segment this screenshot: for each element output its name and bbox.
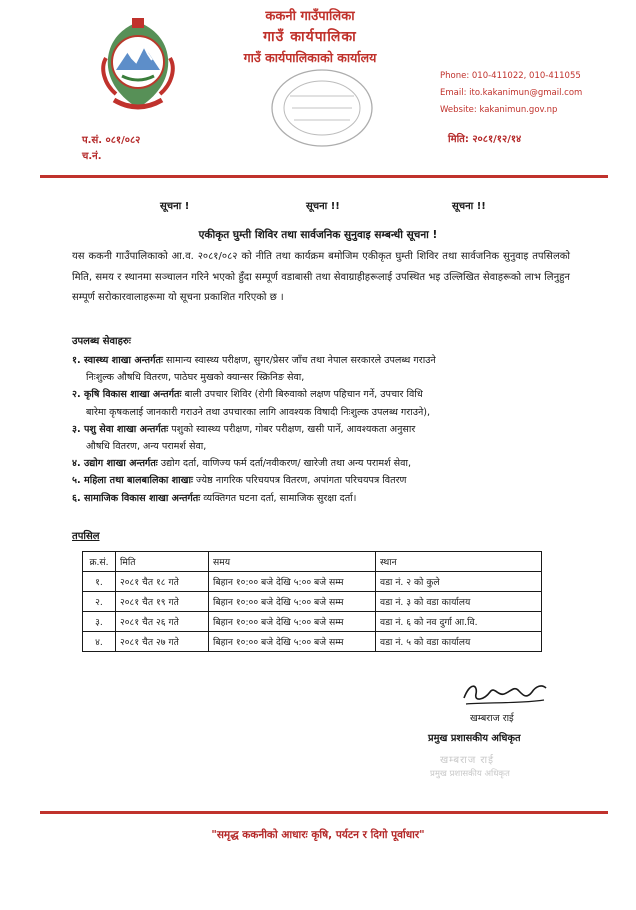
schedule-heading: तपसिल [72, 531, 100, 542]
service-item [72, 421, 572, 455]
handwritten-signature-icon [456, 676, 556, 710]
table-cell: बिहान १०:०० बजे देखि ५:०० बजे सम्म [209, 632, 376, 652]
service-title: ३. पशु सेवा शाखा अन्तर्गतः [72, 423, 169, 435]
table-row [83, 572, 542, 592]
table-cell: वडा नं. ५ को वडा कार्यालय [376, 632, 542, 652]
seal-title: प्रमुख प्रशासकीय अधिकृत [430, 769, 510, 779]
patra-sankhya: प.सं. ०८१/०८२ [82, 135, 141, 146]
header-divider [40, 175, 608, 178]
table-cell: १. [83, 572, 116, 592]
services-heading: उपलब्ध सेवाहरुः [72, 336, 131, 347]
table-cell: बिहान १०:०० बजे देखि ५:०० बजे सम्म [209, 612, 376, 632]
service-item [72, 490, 572, 507]
table-cell: बिहान १०:०० बजे देखि ५:०० बजे सम्म [209, 592, 376, 612]
table-cell: २०८१ चैत १८ गते [116, 572, 209, 592]
service-title: २. कृषि विकास शाखा अन्तर्गतः [72, 389, 182, 401]
service-title: १. स्वास्थ्य शाखा अन्तर्गतः [72, 355, 163, 366]
service-text: व्यक्तिगत घटना दर्ता, सामाजिक सुरक्षा दर्ता। [203, 492, 357, 504]
service-title: ६. सामाजिक विकास शाखा अन्तर्गतः [72, 492, 201, 504]
contact-block [440, 68, 582, 119]
notice-word-1: सूचना ! [160, 201, 190, 212]
document-date: मिति: २०८१/१२/१४ [448, 134, 522, 145]
service-item [72, 352, 572, 386]
office-name-line3: गाउँ कार्यपालिकाको कार्यालय [243, 50, 377, 65]
office-name-line1: ककनी गाउँपालिका [265, 9, 355, 24]
chalani-number: च.नं. [82, 151, 102, 162]
table-cell: ४. [83, 632, 116, 652]
service-text: सामान्य स्वास्थ्य परीक्षण, सुगर/प्रेसर जाँच तथा नेपाल सरकारले उपलब्ध गराउने [165, 355, 436, 366]
office-stamp-icon [268, 66, 376, 150]
letterhead-title [180, 8, 440, 68]
column-header: मिति [116, 552, 209, 572]
column-header: स्थान [376, 552, 542, 572]
website-text: Website: kakanimun.gov.np [440, 105, 558, 115]
table-cell: वडा नं. २ को कुले [376, 572, 542, 592]
service-text: ज्येष्ठ नागरिक परिचयपत्र वितरण, अपांगता परिचयपत्र वितरण [196, 475, 407, 487]
notice-subject: एकीकृत घुम्ती शिविर तथा सार्वजनिक सुनुवाइ सम्बन्धी सूचना ! [198, 229, 438, 241]
table-cell: ३. [83, 612, 116, 632]
reference-numbers [82, 133, 140, 165]
notice-word-2: सूचना !! [306, 201, 340, 212]
table-row [83, 612, 542, 632]
table-cell: २. [83, 592, 116, 612]
service-text-cont: औषधि वितरण, अन्य परामर्श सेवा, [86, 441, 207, 453]
table-row [83, 592, 542, 612]
column-header: समय [209, 552, 376, 572]
column-header: क्र.सं. [83, 552, 116, 572]
service-text: बाली उपचार शिविर (रोगी बिरुवाको लक्षण पहिचान गर्ने, उपचार विधि [184, 389, 423, 401]
table-header-row [83, 552, 542, 572]
service-text-cont: बारेमा कृषकलाई जानकारी गराउने तथा उपचारका लागि आवश्यक विषादी निःशुल्क उपलब्ध गराउने), [86, 406, 431, 418]
table-cell: २०८१ चैत २६ गते [116, 612, 209, 632]
phone-text: Phone: 010-411022, 010-411055 [440, 71, 581, 81]
table-cell: २०८१ चैत १९ गते [116, 592, 209, 612]
table-row [83, 632, 542, 652]
table-cell: बिहान १०:०० बजे देखि ५:०० बजे सम्म [209, 572, 376, 592]
notice-paragraph: यस ककनी गाउँपालिकाको आ.व. २०८१/०८२ को नीति तथा कार्यक्रम बमोजिम एकीकृत घुम्ती शिविर तथा सार्वजनिक सुनुवाइ तपसिलको मिति, समय र स्थानमा सञ्चालन गरिने भएको हुँदा सम्पूर्ण वडाबासी तथा सेवाग्राहीहरूलाई उपस्थित भइ उल्लिखित सेवाहरूको लाभ लिनुहुन सम्पूर्ण सरोकारवालाहरूमा यो सूचना प्रकाशित गरिएको छ । [72, 251, 570, 303]
service-item [72, 455, 572, 472]
service-text: पशुको स्वास्थ्य परीक्षण, गोबर परीक्षण, खसी पार्ने, आवश्यकता अनुसार [171, 423, 416, 435]
nepal-emblem-logo [92, 14, 184, 118]
service-title: ५. महिला तथा बालबालिका शाखाः [72, 475, 193, 487]
schedule-table [82, 551, 542, 652]
table-cell: वडा नं. ६ को नव दुर्गा आ.वि. [376, 612, 542, 632]
office-name-line2: गाउँ कार्यपालिका [263, 29, 357, 45]
notice-word-3: सूचना !! [452, 201, 486, 212]
footer-slogan: "समृद्ध ककनीको आधारः कृषि, पर्यटन र दिगो पूर्वाधार" [211, 829, 425, 841]
service-item [72, 386, 572, 420]
table-cell: वडा नं. ३ को वडा कार्यालय [376, 592, 542, 612]
service-title: ४. उद्योग शाखा अन्तर्गतः [72, 458, 158, 470]
footer-divider [40, 811, 608, 814]
signer-title: प्रमुख प्रशासकीय अधिकृत [428, 733, 521, 744]
seal-name: खम्बराज राई [440, 755, 495, 766]
signer-name: खम्बराज राई [470, 713, 514, 724]
services-list [72, 352, 572, 507]
service-item [72, 472, 572, 489]
table-cell: २०८१ चैत २७ गते [116, 632, 209, 652]
service-text: उद्योग दर्ता, वाणिज्य फर्म दर्ता/नवीकरण/ खारेजी तथा अन्य परामर्श सेवा, [160, 458, 411, 470]
service-text-cont: निःशुल्क औषधि वितरण, पाठेघर मुखको क्यान्सर स्क्रिनिङ सेवा, [86, 372, 305, 384]
email-text: Email: ito.kakanimun@gmail.com [440, 88, 583, 98]
